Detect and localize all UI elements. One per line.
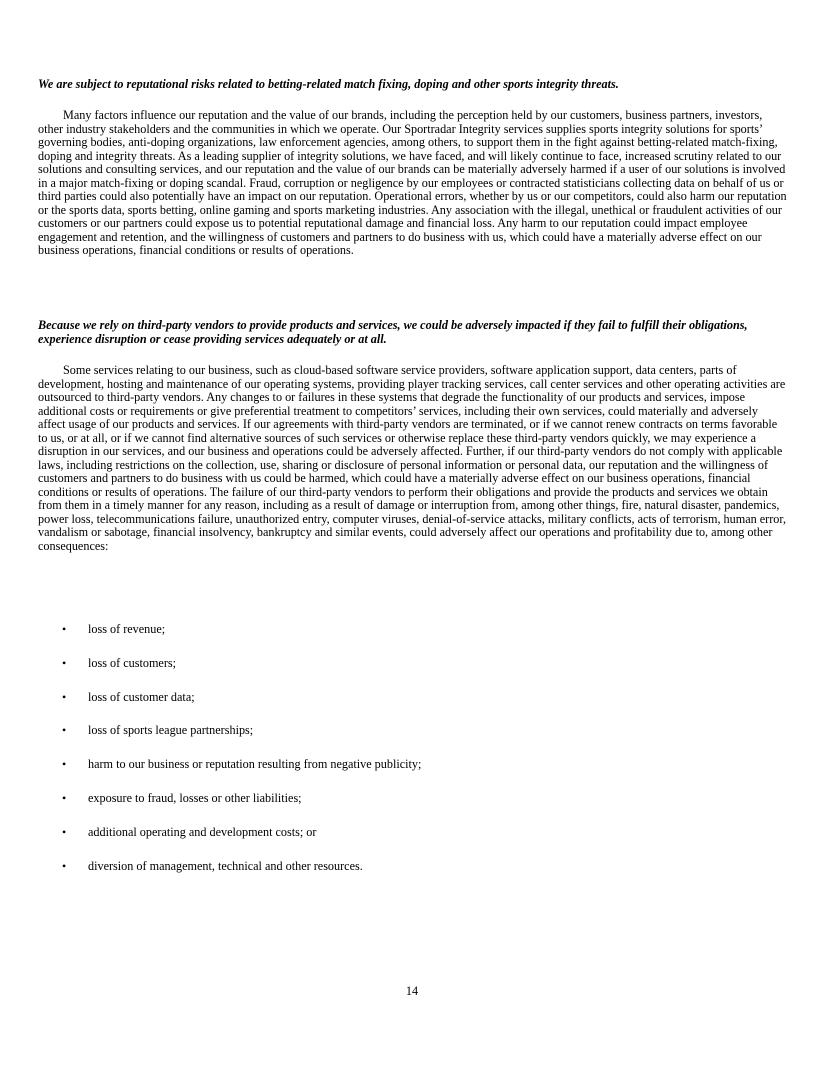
bullet-icon: • — [62, 622, 67, 636]
bullet-icon: • — [62, 723, 67, 738]
bullet-icon: • — [62, 655, 67, 670]
list-item: • loss of customers; — [62, 655, 177, 670]
paragraph-third-party-vendors: Some services relating to our business, such as cloud-based software service providers, software application support, data centers, parts of development, hosting and maintenance of our operating systems, providing player tracking services, call center services and other operating activities are outsourced to third-party vendors. Any changes to or failures in these systems that degrade the functionality of our products and services, impose additional costs or requirements or give preferential treatment to competitors’ services, including their own services, could materially and adversely affect usage of our products and services. If our agreements with third-party vendors are terminated, or if we cannot renew contracts on terms favorable to us, or at all, or if we cannot find alternative sources of such services or otherwise replace these third-party vendors quickly, we may experience a disruption in our services, and our business and operations could be adversely affected. Further, if our third-party vendors do not comply with applicable laws, including restrictions on the collection, use, sharing or disclosure of personal information or personal data, our reputation and the willingness of customers and partners to do business with us could be harmed, which could have a materially adverse effect on our business operations, financial conditions or results of operations. The failure of our third-party vendors to perform their obligations and provide the products and services we obtain from them in a timely manner for any reason, including as a result of damage or interruption from, among other things, fire, natural disaster, pandemics, power loss, telecommunications failure, unauthorized entry, computer viruses, denial-of-service attacks, military conflicts, acts of terrorism, human error, vandalism or sabotage, financial insolvency, bankruptcy and similar events, could adversely affect our operations and profitability due to, among other consequences: — [38, 363, 787, 553]
consequences-list — [38, 623, 778, 893]
list-item: • loss of revenue; — [62, 622, 166, 636]
bullet-icon: • — [62, 689, 67, 704]
section-heading-third-party-vendors: Because we rely on third-party vendors to provide products and services, we could be adversely impacted if they fail to fulfill their obligations, experience disruption or cease providing services adequately or at all. — [38, 318, 748, 346]
list-item: • loss of customer data; — [62, 689, 195, 704]
list-item: • exposure to fraud, losses or other liabilities; — [62, 790, 302, 805]
list-item: • harm to our business or reputation resulting from negative publicity; — [62, 757, 422, 772]
bullet-icon: • — [62, 757, 67, 772]
section-heading-reputational-risks: We are subject to reputational risks related to betting-related match fixing, doping and other sports integrity threats. — [38, 77, 619, 91]
bullet-icon: • — [62, 824, 67, 839]
list-item: • diversion of management, technical and other resources. — [62, 858, 363, 873]
paragraph-reputational-risks: Many factors influence our reputation and the value of our brands, including the perception held by our customers, business partners, investors, other industry stakeholders and the communities in which we operate. Our Sportradar Integrity services supplies sports integrity solutions for sports’ governing bodies, anti-doping organizations, law enforcement agencies, among others, to support them in the fight against betting-related match-fixing, doping and integrity threats. As a leading supplier of integrity solutions, we have faced, and will likely continue to face, increased scrutiny related to our solutions and consulting services, and our reputation and the value of our brands can be materially adversely harmed if a user of our solutions is involved in a major match-fixing or doping scandal. Fraud, corruption or negligence by our employees or contracted statisticians collecting data on behalf of us or third parties could also potentially have an impact on our reputation. Operational errors, whether by us or our competitors, could also harm our reputation or the sports data, sports betting, online gaming and sports marketing industries. Any association with the illegal, unethical or fraudulent activities of our customers or our partners could expose us to potential reputational damage and financial loss. Any harm to our reputation could impact employee engagement and retention, and the willingness of customers and partners to do business with us, which could have a materially adverse effect on our business operations, financial conditions or results of operations. — [38, 108, 787, 257]
bullet-icon: • — [62, 790, 67, 805]
page-number: 14 — [405, 984, 419, 998]
list-item: • loss of sports league partnerships; — [62, 723, 254, 738]
list-item: • additional operating and development costs; or — [62, 824, 317, 839]
bullet-icon: • — [62, 858, 67, 873]
